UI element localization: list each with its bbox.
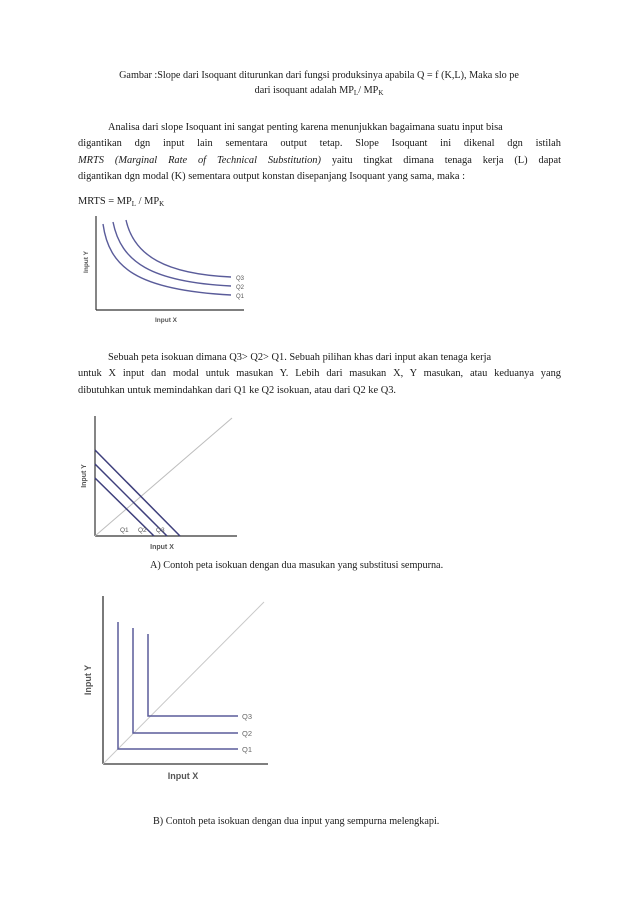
- para2-line3: dibutuhkan untuk memindahkan dari Q1 ke Q2 isokuan, atau dari Q2 ke Q3.: [78, 384, 396, 396]
- diagonal-ray: [103, 602, 264, 764]
- isoquant-q1: [118, 622, 238, 749]
- label-q2: Q2: [242, 729, 253, 738]
- label-q1: Q1: [242, 745, 253, 754]
- paragraph-isoquant-map: [78, 350, 561, 399]
- gambar-caption-line1: Gambar :Slope dari Isoquant diturunkan dari fungsi produksinya apabila Q = f (K,L), Maka slo pe: [119, 70, 519, 81]
- para1-line1: [78, 120, 561, 136]
- label-q3: Q3: [236, 276, 245, 282]
- gambar-caption: [78, 68, 560, 101]
- para2-line1-text: Sebuah peta isokuan dimana Q3> Q2> Q1. Sebuah pilihan khas dari input akan tenaga kerja: [108, 352, 492, 363]
- figure3-caption: B) Contoh peta isokuan dengan dua input yang sempurna melengkapi.: [153, 816, 440, 827]
- isoquant-q3: [126, 220, 231, 277]
- para1-line4: digantikan dgn modal (K) sementara output konstan disepanjang Isoquant yang sama, maka :: [78, 171, 465, 183]
- para1-line2: digantikan dgn input lain sementara output tetap. Slope Isoquant ini dikenal dgn istilah: [78, 138, 561, 150]
- para1-line3-rest: yaitu tingkat dimana tenaga kerja (L) dapat: [320, 154, 561, 166]
- formula-sub-k: K: [159, 200, 165, 208]
- label-q2: Q2: [138, 527, 147, 534]
- y-axis-label: Input Y: [81, 464, 88, 488]
- label-q3: Q3: [242, 712, 253, 721]
- formula-mid: / MP: [136, 196, 160, 207]
- mrts-term: MRTS (Marginal Rate of Technical Substitution): [78, 154, 321, 166]
- isoquant-q3: [148, 634, 238, 716]
- x-axis-label: Input X: [150, 544, 174, 551]
- x-axis-label: Input X: [154, 317, 178, 324]
- para2-line2: untuk X input dan modal untuk masukan Y. Lebih dari masukan X, Y masukan, atau keduanya yang: [78, 368, 561, 380]
- para1-line1-text: Analisa dari slope Isoquant ini sangat penting karena menunjukkan bagaimana suatu input bisa: [108, 122, 503, 133]
- figure-perfect-substitutes: [72, 412, 242, 557]
- formula-pre: MRTS = MP: [78, 196, 132, 207]
- y-axis-label: Input Y: [83, 664, 93, 696]
- figure-convex-isoquants: [76, 212, 266, 330]
- label-q3: Q3: [156, 527, 165, 534]
- gambar-caption-line2: [78, 83, 560, 101]
- subscript-l: L: [353, 89, 359, 97]
- paragraph-mrts: [78, 120, 561, 186]
- label-q1: Q1: [120, 527, 129, 534]
- caption-text: dari isoquant adalah MP: [254, 85, 354, 96]
- label-q1: Q1: [236, 294, 245, 300]
- y-axis-label: Input Y: [83, 251, 90, 273]
- label-q2: Q2: [236, 285, 245, 291]
- para1-line3: [78, 153, 561, 169]
- subscript-k: K: [378, 89, 384, 97]
- formula-sub-l: L: [131, 200, 137, 208]
- isoquant-q3: [95, 450, 180, 536]
- isoquant-q2: [95, 464, 167, 536]
- caption-text-mpk: / MP: [358, 85, 379, 96]
- x-axis-label: Input X: [167, 771, 199, 781]
- figure2-caption: A) Contoh peta isokuan dengan dua masukan yang substitusi sempurna.: [150, 560, 444, 571]
- para2-line1: [78, 350, 561, 366]
- mrts-formula: [78, 196, 164, 208]
- figure-perfect-complements: [76, 592, 276, 782]
